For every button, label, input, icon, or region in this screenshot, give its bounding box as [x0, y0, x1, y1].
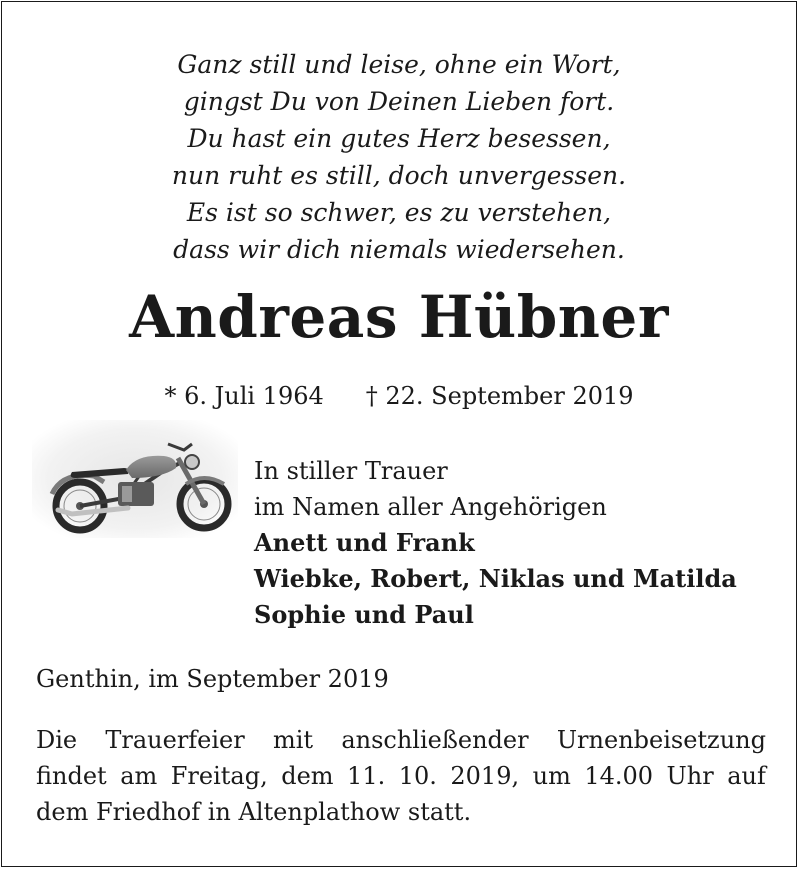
- obituary-notice: [1, 1, 797, 867]
- mourners-block: [254, 453, 737, 633]
- poem-line: nun ruht es still, doch unvergessen.: [171, 161, 627, 190]
- poem: [2, 46, 796, 268]
- motorcycle-icon: [32, 420, 238, 538]
- mourning-intro: im Namen aller Angehörigen: [254, 493, 607, 521]
- poem-line: Es ist so schwer, es zu verstehen,: [186, 198, 612, 227]
- life-dates: [2, 380, 796, 412]
- funeral-line: findet am Freitag, dem 11. 10. 2019, um 14.00 Uhr auf: [36, 762, 766, 790]
- poem-line: gingst Du von Deinen Lieben fort.: [183, 87, 615, 116]
- birth-date: * 6. Juli 1964: [164, 382, 324, 410]
- death-date: † 22. September 2019: [365, 382, 634, 410]
- poem-line: Du hast ein gutes Herz besessen,: [187, 124, 611, 153]
- funeral-line: Die Trauerfeier mit anschließender Urnenbeisetzung: [36, 726, 766, 754]
- mourner-names: Sophie und Paul: [254, 600, 474, 629]
- deceased-name: Andreas Hübner: [129, 283, 669, 351]
- poem-line: Ganz still und leise, ohne ein Wort,: [177, 50, 621, 79]
- mourning-intro: In stiller Trauer: [254, 457, 448, 485]
- funeral-info: [36, 722, 766, 830]
- place-date: Genthin, im September 2019: [36, 665, 389, 693]
- mourner-names: Wiebke, Robert, Niklas und Matilda: [254, 564, 737, 593]
- poem-line: dass wir dich niemals wiedersehen.: [173, 235, 625, 264]
- mourner-names: Anett und Frank: [254, 528, 475, 557]
- funeral-line: dem Friedhof in Altenplathow statt.: [36, 798, 472, 826]
